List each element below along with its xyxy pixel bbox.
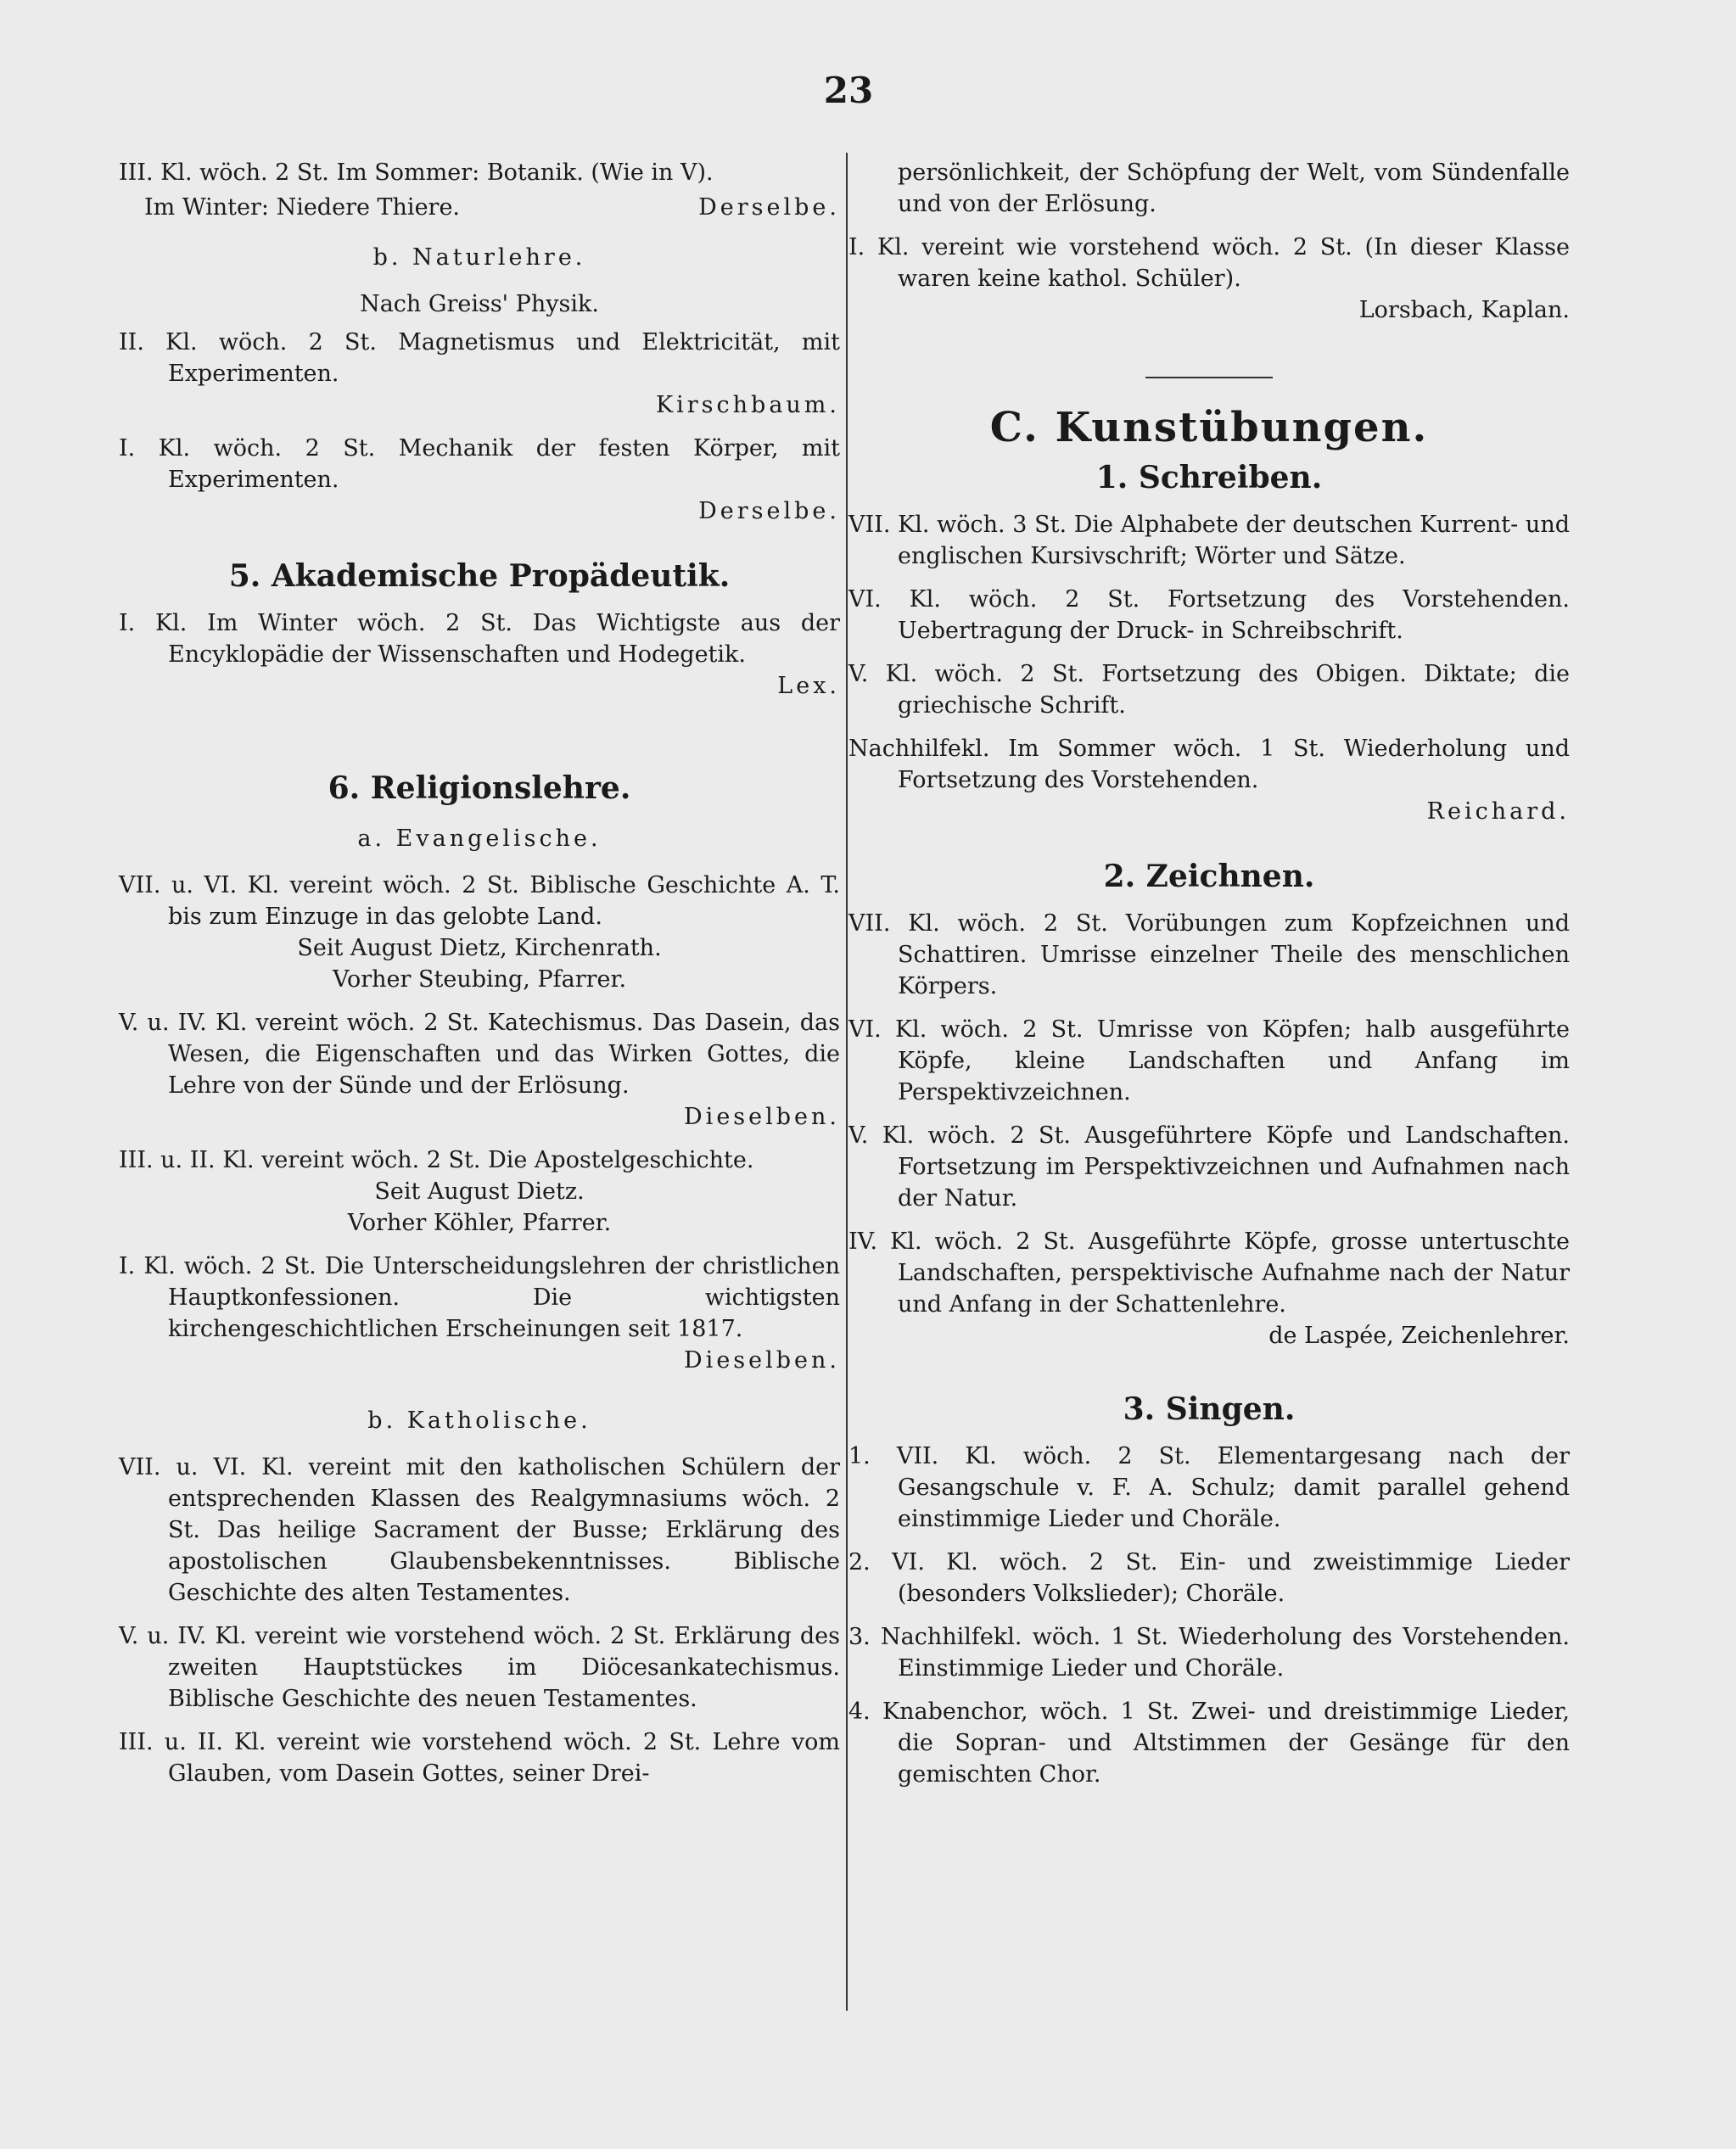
kunst-heading: C. Kunstübungen. [989,404,1429,451]
g2-entry: 2. VI. Kl. wöch. 2 St. Ein- und zweistimmige Lieder (besonders Volkslieder); Choräle. [848,1549,1570,1607]
evang-heading: a. Evangelische. [357,825,602,852]
ev3-teacher-1: Seit August Dietz. [374,1178,585,1205]
akad-entry: I. Kl. Im Winter wöch. 2 St. Das Wichtigste aus der Encyklopädie der Wissenschaften und Hodegetik. [119,610,840,668]
s4-entry: Nachhilfekl. Im Sommer wöch. 1 St. Wiederholung und Fortsetzung des Vorstehenden. [848,736,1570,793]
s2-entry: VI. Kl. wöch. 2 St. Fortsetzung des Vorstehenden. Uebertragung der Druck- in Schreibschrift. [848,586,1570,644]
ev3-teacher-2: Vorher Köhler, Pfarrer. [347,1210,612,1236]
zeichnen-heading: 2. Zeichnen. [1103,859,1315,894]
k4-teacher: Lorsbach, Kaplan. [1358,297,1570,323]
niedere-text: Im Winter: Niedere Thiere. [144,194,461,221]
z1-entry: VII. Kl. wöch. 2 St. Vorübungen zum Kopfzeichnen und Schattiren. Umrisse einzelner Theile des menschlichen Körpers. [848,910,1570,999]
akad-teacher: Lex. [777,673,840,699]
k4-entry: I. Kl. vereint wie vorstehend wöch. 2 St. (In dieser Klasse waren keine kathol. Schüler). [848,234,1570,292]
schreiben-heading: 1. Schreiben. [1095,460,1323,495]
s4-teacher: Reichard. [1426,798,1570,825]
g1-entry: 1. VII. Kl. wöch. 2 St. Elementargesang nach der Gesangschule v. F. A. Schulz; damit parallel gehend einstimmige Lieder und Choräle. [848,1443,1570,1532]
naturlehre-heading: b. Naturlehre. [372,244,586,271]
ev3-entry: III. u. II. Kl. vereint wöch. 2 St. Die Apostelgeschichte. [119,1147,754,1173]
z2-entry: VI. Kl. wöch. 2 St. Umrisse von Köpfen; halb ausgeführte Köpfe, kleine Landschaften und Anfang im Perspektivzeichnen. [848,1016,1570,1105]
k2-entry: V. u. IV. Kl. vereint wie vorstehend wöch. 2 St. Erklärung des zweiten Hauptstückes im Diöcesankatechismus. Biblische Geschichte des neuen Testamentes. [119,1623,840,1712]
mechanik-teacher: Derselbe. [698,498,840,524]
ev4-entry: I. Kl. wöch. 2 St. Die Unterscheidungslehren der christlichen Hauptkonfessionen. Die wichtigsten kirchengeschichtlichen Erscheinungen seit 1817. [119,1253,840,1342]
akad-heading: 5. Akademische Propädeutik. [228,558,731,594]
g4-entry: 4. Knabenchor, wöch. 1 St. Zwei- und dreistimmige Lieder, die Sopran- und Altstimmen der Gesänge für den gemischten Chor. [848,1698,1570,1788]
right-column [848,157,1570,1802]
kath-heading: b. Katholische. [367,1407,591,1434]
niedere-entry [119,192,840,223]
greiss-note: Nach Greiss' Physik. [360,291,599,317]
ev1-teacher-1: Seit August Dietz, Kirchenrath. [297,935,662,961]
s3-entry: V. Kl. wöch. 2 St. Fortsetzung des Obigen. Diktate; die griechische Schrift. [848,661,1570,719]
continuation-text: persönlichkeit, der Schöpfung der Welt, vom Sündenfalle und von der Erlösung. [898,159,1570,217]
z3-entry: V. Kl. wöch. 2 St. Ausgeführtere Köpfe und Landschaften. Fortsetzung im Perspektivzeichnen und Aufnahmen nach der Natur. [848,1122,1570,1212]
left-column [119,157,840,1801]
ev4-teacher: Dieselben. [684,1347,840,1374]
singen-heading: 3. Singen. [1123,1391,1296,1427]
mechanik-entry: I. Kl. wöch. 2 St. Mechanik der festen Körper, mit Experimenten. [119,435,840,493]
ev1-teacher-2: Vorher Steubing, Pfarrer. [332,966,627,993]
ev2-entry: V. u. IV. Kl. vereint wöch. 2 St. Katechismus. Das Dasein, das Wesen, die Eigenschaften und das Wirken Gottes, die Lehre von der Sünde und der Erlösung. [119,1010,840,1099]
s1-entry: VII. Kl. wöch. 3 St. Die Alphabete der deutschen Kurrent- und englischen Kursivschrift; Wörter und Sätze. [848,512,1570,569]
k1-entry: VII. u. VI. Kl. vereint mit den katholischen Schülern der entsprechenden Klassen des Realgymnasiums wöch. 2 St. Das heilige Sacrament der Busse; Erklärung des apostolischen Glaubensbekenntnisses. Biblische Geschichte des alten Testamentes. [119,1454,840,1606]
k3-entry: III. u. II. Kl. vereint wie vorstehend wöch. 2 St. Lehre vom Glauben, vom Dasein Gottes, seiner Drei- [119,1729,840,1787]
column-divider [846,153,848,2011]
magnet-entry: II. Kl. wöch. 2 St. Magnetismus und Elektricität, mit Experimenten. [119,329,840,387]
g3-entry: 3. Nachhilfekl. wöch. 1 St. Wiederholung des Vorstehenden. Einstimmige Lieder und Choräle. [848,1624,1570,1682]
ev2-teacher: Dieselben. [684,1104,840,1130]
niedere-teacher: Derselbe. [698,194,840,221]
magnet-teacher: Kirschbaum. [655,392,840,418]
z4-entry: IV. Kl. wöch. 2 St. Ausgeführte Köpfe, grosse untertuschte Landschaften, perspektivische Aufnahme nach der Natur und Anfang in der Schattenlehre. [848,1228,1570,1318]
z4-teacher: de Laspée, Zeichenlehrer. [1268,1323,1570,1349]
page-number: 23 [823,70,874,111]
section-rule [1145,377,1273,378]
relig-heading: 6. Religionslehre. [328,770,631,806]
botanik-entry: III. Kl. wöch. 2 St. Im Sommer: Botanik. (Wie in V). [119,159,714,186]
ev1-entry: VII. u. VI. Kl. vereint wöch. 2 St. Biblische Geschichte A. T. bis zum Einzuge in das gelobte Land. [119,872,840,930]
